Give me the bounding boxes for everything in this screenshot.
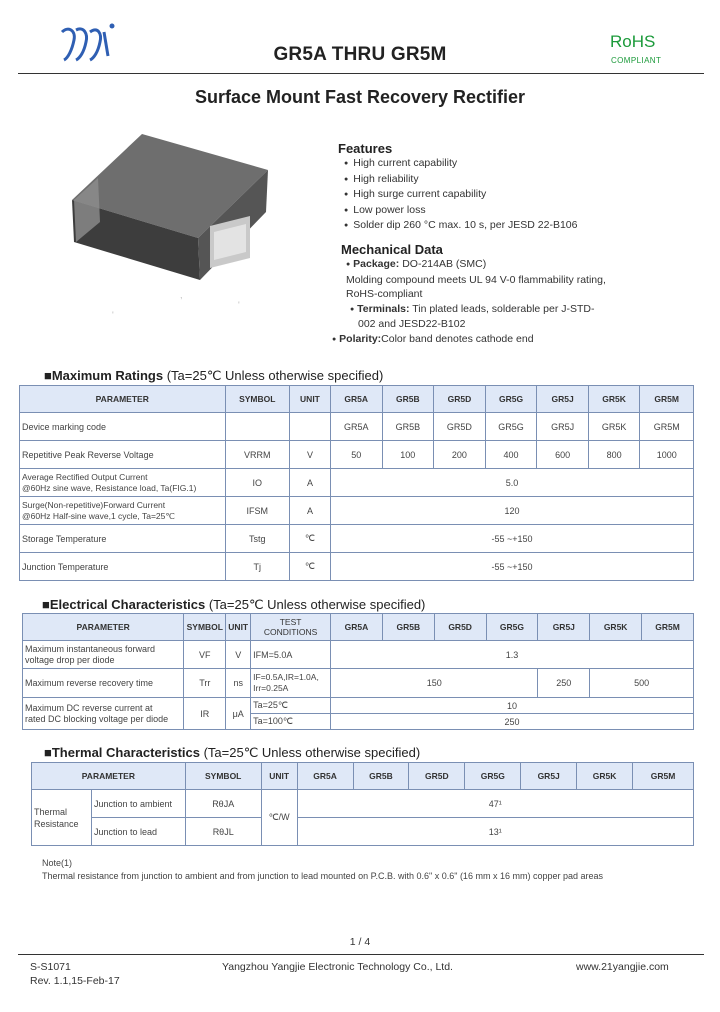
table-row — [20, 413, 694, 441]
rohs-label: RoHS — [610, 32, 656, 51]
cell-unit: ns — [226, 669, 251, 698]
cell-param: rated DC blocking voltage per diode — [25, 713, 169, 724]
note-title: Note(1) — [42, 858, 73, 868]
cell-value: GR5G — [485, 413, 537, 441]
col-header: GR5D — [434, 614, 486, 641]
cell-param: @60Hz Half-sine wave,1 cycle, Ta=25℃ — [22, 510, 175, 521]
list-item: ● Low power loss — [344, 203, 577, 219]
svg-text:': ' — [112, 310, 114, 320]
cell-value: 1000 — [640, 441, 694, 469]
list-item: ● High surge current capability — [344, 187, 577, 203]
document-subtitle: Surface Mount Fast Recovery Rectifier — [194, 87, 526, 107]
cell-condition: IF=0.5A,IR=1.0A, — [253, 672, 319, 682]
cell-value: 200 — [434, 441, 486, 469]
cell-condition: IFM=5.0A — [251, 641, 331, 669]
list-item: ● Solder dip 260 °C max. 10 s, per JESD 22-B106 — [344, 218, 577, 234]
list-item: ● High current capability — [344, 156, 577, 172]
table-row — [32, 818, 694, 846]
polarity-label: Polarity: — [339, 332, 382, 345]
revision: Rev. 1.1,15-Feb-17 — [30, 975, 120, 987]
svg-text:': ' — [238, 300, 240, 310]
cell-symbol: IFSM — [225, 497, 290, 525]
cell-value: 250 — [538, 669, 590, 698]
terminals-line2: 002 and JESD22-B102 — [358, 318, 466, 330]
table-row — [20, 553, 694, 581]
col-header: SYMBOL — [184, 614, 226, 641]
electrical-table — [22, 613, 694, 730]
table-row — [20, 469, 694, 497]
cell-unit: ℃ — [290, 553, 331, 581]
cell-param: Junction to lead — [91, 818, 185, 846]
col-header: GR5G — [485, 386, 537, 413]
cell-value: -55 ~+150 — [330, 553, 693, 581]
col-header: GR5G — [486, 614, 538, 641]
max-ratings-table — [19, 385, 694, 581]
col-header: GR5A — [331, 614, 383, 641]
col-header: PARAMETER — [23, 614, 184, 641]
molding-line2: RoHS-compliant — [346, 288, 423, 300]
cell-value: 47¹ — [297, 790, 693, 818]
cell-param: voltage drop per diode — [25, 654, 115, 665]
mechanical-data: ● Package: DO-214AB (SMC) Molding compound meets UL 94 V-0 flammability rating, RoHS-compliant ● Terminals: Tin plated leads, solderable per J-STD- 002 and JESD22-B102 ● Polarity:Color band denotes cathode end — [346, 257, 646, 347]
cell-symbol: IO — [225, 469, 290, 497]
cell-param: Storage Temperature — [20, 525, 226, 553]
col-header: SYMBOL — [225, 386, 290, 413]
cell-value: 150 — [331, 669, 538, 698]
cell-value: -55 ~+150 — [330, 525, 693, 553]
polarity-value: Color band denotes cathode end — [381, 332, 534, 345]
cell-unit — [290, 413, 331, 441]
col-header: GR5B — [382, 614, 434, 641]
cell-symbol: RθJL — [185, 818, 261, 846]
cell-unit: A — [290, 469, 331, 497]
cell-value: 5.0 — [330, 469, 693, 497]
col-header: SYMBOL — [185, 763, 261, 790]
max-ratings-condition: (Ta=25℃ Unless otherwise specified) — [163, 368, 384, 383]
note-text: Thermal resistance from junction to ambient and from junction to lead mounted on P.C.B. with 0.6" x 0.6" (16 mm x 16 mm) copper pad areas — [42, 871, 603, 881]
cell-value: GR5D — [434, 413, 486, 441]
col-header: GR5A — [297, 763, 353, 790]
col-header: GR5G — [465, 763, 521, 790]
cell-condition: Ta=25℃ — [251, 698, 331, 714]
cell-symbol: Tj — [225, 553, 290, 581]
terminals-label: Terminals: — [357, 302, 410, 315]
cell-symbol: RθJA — [185, 790, 261, 818]
cell-group: Thermal Resistance — [32, 790, 92, 846]
cell-param: Surge(Non-repetitive)Forward Current — [22, 499, 166, 510]
cell-unit: A — [290, 497, 331, 525]
package-illustration — [60, 126, 280, 331]
cell-symbol: Trr — [184, 669, 226, 698]
col-header: GR5J — [521, 763, 577, 790]
cell-symbol: VRRM — [225, 441, 290, 469]
col-header: UNIT — [290, 386, 331, 413]
cell-param: Average Rectified Output Current — [22, 471, 148, 482]
cell-value: 1.3 — [331, 641, 694, 669]
cell-value: GR5B — [382, 413, 434, 441]
cell-param: Maximum reverse recovery time — [23, 669, 184, 698]
col-header: GR5M — [633, 763, 694, 790]
table-row — [32, 790, 694, 818]
svg-text:,: , — [180, 290, 183, 300]
cell-unit: V — [290, 441, 331, 469]
package-value: DO-214AB (SMC) — [399, 258, 487, 270]
mechanical-heading: Mechanical Data — [341, 242, 443, 257]
cell-symbol: VF — [184, 641, 226, 669]
cell-param: Maximum instantaneous forward — [25, 643, 156, 654]
rohs-compliant-label: COMPLIANT — [611, 56, 662, 65]
cell-param: @60Hz sine wave, Resistance load, Ta(FIG.1) — [22, 482, 197, 493]
cell-value: 600 — [537, 441, 588, 469]
footer-divider — [18, 954, 704, 955]
cell-value: 13¹ — [297, 818, 693, 846]
cell-symbol: Tstg — [225, 525, 290, 553]
col-header: GR5K — [588, 386, 640, 413]
col-header: UNIT — [226, 614, 251, 641]
package-label: Package: — [353, 258, 400, 270]
table-row — [23, 641, 694, 669]
cell-value: GR5A — [330, 413, 382, 441]
cell-value: 10 — [331, 698, 694, 714]
website-link[interactable]: www.21yangjie.com — [576, 961, 669, 973]
cell-condition: Irr=0.25A — [253, 683, 289, 693]
col-header: GR5B — [382, 386, 434, 413]
col-header: GR5B — [353, 763, 409, 790]
col-header: GR5K — [590, 614, 642, 641]
col-header: GR5J — [537, 386, 588, 413]
page-number: 1 / 4 — [349, 936, 371, 948]
list-item: ● High reliability — [344, 172, 577, 188]
cell-unit: ℃ — [290, 525, 331, 553]
cell-value: 800 — [588, 441, 640, 469]
cell-param: Device marking code — [20, 413, 226, 441]
cell-param: Junction Temperature — [20, 553, 226, 581]
cell-value: GR5K — [588, 413, 640, 441]
company-name: Yangzhou Yangjie Electronic Technology Co., Ltd. — [222, 961, 453, 973]
cell-value: 250 — [331, 714, 694, 730]
col-header: GR5M — [642, 614, 694, 641]
table-row — [23, 698, 694, 714]
col-header: PARAMETER — [32, 763, 186, 790]
cell-param: Repetitive Peak Reverse Voltage — [20, 441, 226, 469]
table-row — [20, 441, 694, 469]
col-header: GR5A — [330, 386, 382, 413]
table-row — [23, 669, 694, 698]
cell-value: 50 — [330, 441, 382, 469]
header-divider — [18, 73, 704, 74]
col-header: UNIT — [261, 763, 297, 790]
thermal-condition: (Ta=25℃ Unless otherwise specified) — [199, 745, 421, 760]
cell-param: Maximum DC reverse current at — [25, 702, 153, 713]
cell-unit: V — [226, 641, 251, 669]
table-row — [20, 525, 694, 553]
max-ratings-heading: ■Maximum Ratings — [44, 368, 164, 383]
col-header: PARAMETER — [20, 386, 226, 413]
electrical-title — [42, 597, 425, 613]
cell-symbol — [225, 413, 290, 441]
electrical-heading: ■Electrical Characteristics — [42, 597, 206, 612]
features-list — [344, 156, 577, 234]
page-title: GR5A THRU GR5M — [273, 44, 447, 65]
cell-unit: ℃/W — [261, 790, 297, 846]
cell-condition: Ta=100℃ — [251, 714, 331, 730]
cell-value: 100 — [382, 441, 434, 469]
cell-value: GR5J — [537, 413, 588, 441]
cell-value: GR5M — [640, 413, 694, 441]
electrical-condition: (Ta=25℃ Unless otherwise specified) — [205, 597, 426, 612]
doc-id: S-S1071 — [30, 961, 71, 973]
col-header: GR5M — [640, 386, 694, 413]
features-heading: Features — [338, 141, 393, 156]
cell-value: 400 — [485, 441, 537, 469]
col-header: TEST CONDITIONS — [251, 614, 331, 641]
cell-symbol: IR — [184, 698, 226, 730]
table-row — [20, 497, 694, 525]
col-header: GR5J — [538, 614, 590, 641]
thermal-title — [44, 745, 420, 761]
thermal-heading: ■Thermal Characteristics — [44, 745, 200, 760]
cell-unit: μA — [226, 698, 251, 730]
col-header: GR5K — [577, 763, 633, 790]
col-header: GR5D — [409, 763, 465, 790]
terminals-value: Tin plated leads, solderable per J-STD- — [409, 302, 595, 315]
max-ratings-title — [44, 368, 383, 384]
cell-param: Junction to ambient — [91, 790, 185, 818]
molding-line1: Molding compound meets UL 94 V-0 flammability rating, — [346, 273, 606, 286]
thermal-table — [31, 762, 694, 846]
col-header: GR5D — [434, 386, 486, 413]
cell-value: 120 — [330, 497, 693, 525]
cell-value: 500 — [590, 669, 694, 698]
